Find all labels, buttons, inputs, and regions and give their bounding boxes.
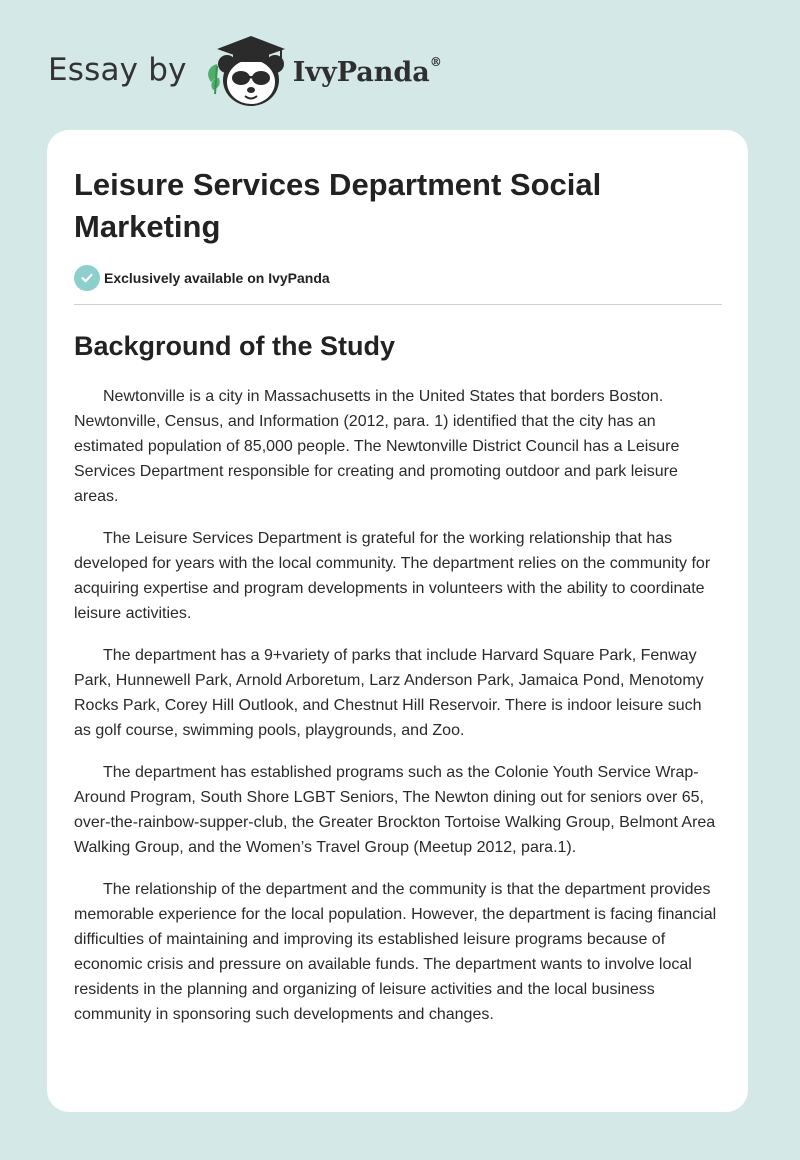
site-header [48, 30, 442, 110]
paragraph-3: The department has a 9+variety of parks that include Harvard Square Park, Fenway Park, Hunnewell Park, Arnold Arboretum, Larz Anderson Park, Jamaica Pond, Menotomy Rocks Park, Corey Hill Outlook, and Chestnut Hill Reservoir. There is indoor leisure such as golf course, swimming pools, playgrounds, and Zoo. [74, 647, 704, 739]
section-heading: Background of the Study [74, 331, 396, 361]
paragraph-2: The Leisure Services Department is grateful for the working relationship that has developed for years with the local community. The department relies on the community for acquiring expertise and program developments in volunteers with the ability to coordinate leisure activities. [74, 530, 711, 622]
paragraph-1: Newtonville is a city in Massachusetts in the United States that borders Boston. Newtonville, Census, and Information (2012, para. 1) identified that the city has an estimated population of 85,000 people. The Newtonville District Council has a Leisure Services Department responsible for creating and promoting outdoor and park leisure areas. [74, 388, 680, 505]
check-icon [74, 265, 100, 291]
exclusive-badge-label: Exclusively available on IvyPanda [104, 270, 330, 286]
article-card [47, 130, 748, 1112]
brand-label: IvyPanda [292, 56, 430, 88]
page-title: Leisure Services Department Social Marketing [74, 167, 602, 244]
paragraph-4: The department has established programs such as the Colonie Youth Service Wrap-Around Program, South Shore LGBT Seniors, The Newton dining out for seniors over 65, over-the-rainbow-supper-club, the Greater Brockton Tortoise Walking Group, Belmont Area Walking Group, and the Women’s Travel Group (Meetup 2012, para.1). [74, 764, 716, 856]
registered-mark: ® [429, 54, 442, 69]
essay-by-label: Essay by [48, 52, 187, 88]
paragraph-5: The relationship of the department and the community is that the department provides memorable experience for the local population. However, the department is facing financial difficulties of maintaining and improving its established leisure programs because of economic crisis and pressure on available funds. The department wants to involve local residents in the planning and organizing of leisure activities and the local business community in sponsoring such developments and changes. [74, 881, 717, 1023]
panda-graduate-logo-icon[interactable] [199, 30, 299, 110]
exclusive-badge [74, 265, 722, 291]
divider [74, 304, 722, 305]
brand-name[interactable] [292, 54, 442, 88]
